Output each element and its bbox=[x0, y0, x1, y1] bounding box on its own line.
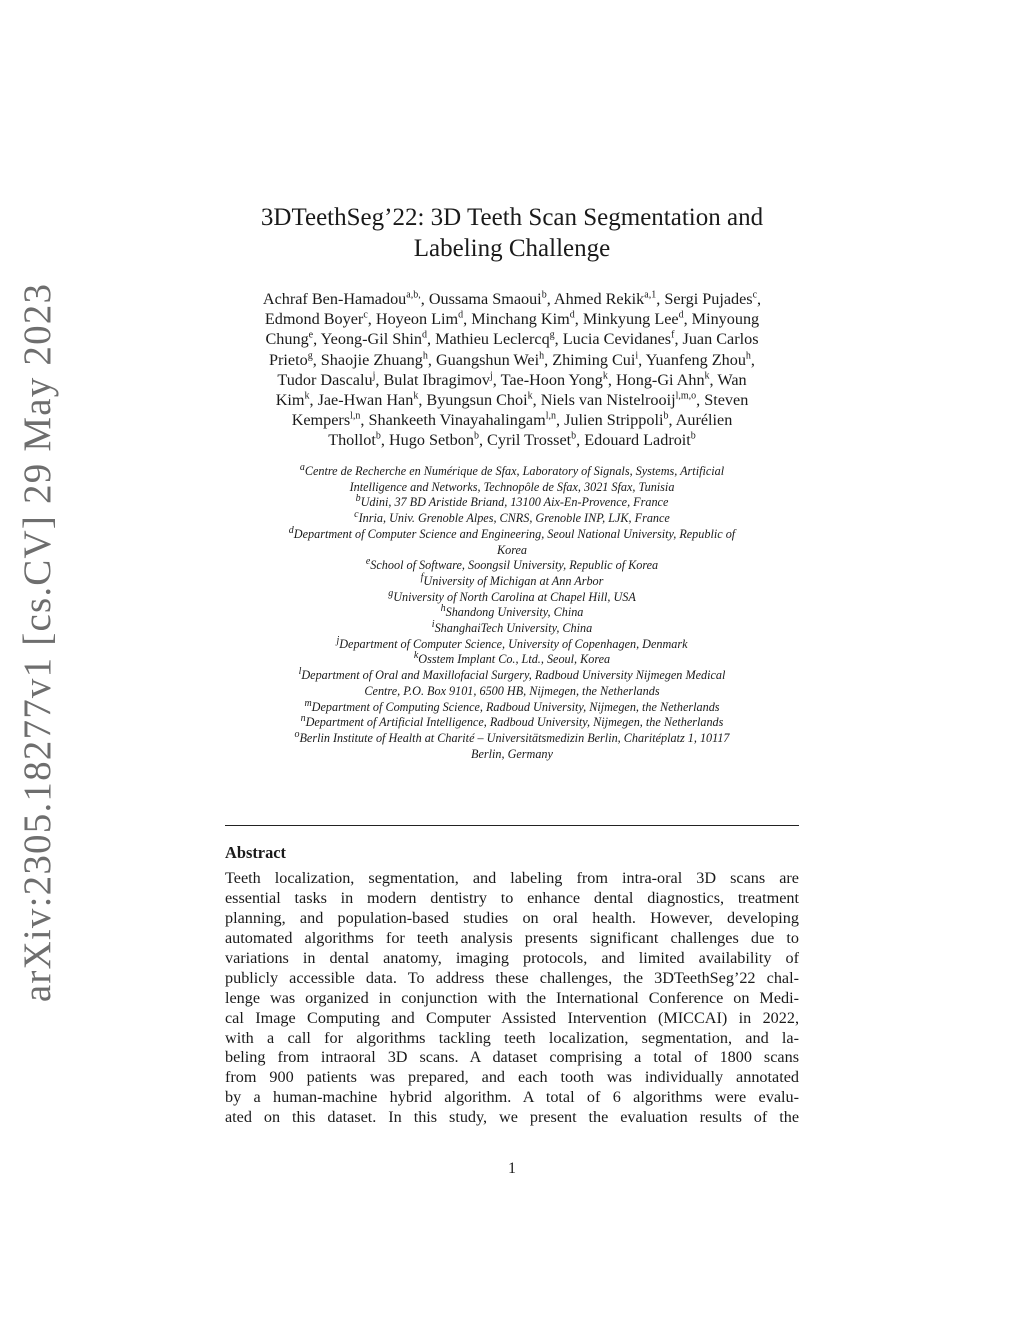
superscript-marker: h bbox=[440, 603, 446, 615]
superscript-marker: a,b, bbox=[406, 289, 421, 301]
author-line bbox=[225, 410, 799, 430]
superscript-marker: k bbox=[704, 370, 710, 382]
author-line bbox=[225, 430, 799, 450]
superscript-marker: d bbox=[569, 309, 575, 321]
abstract-line: from 900 patients was prepared, and each tooth was individually annotated bbox=[225, 1068, 799, 1087]
abstract-line: ated on this dataset. In this study, we present the evaluation results of the bbox=[225, 1108, 799, 1127]
text-segment: , Bulat Ibragimov bbox=[375, 370, 490, 389]
text-segment: , Byungsun Choi bbox=[418, 391, 528, 410]
text-segment: Thollot bbox=[328, 431, 376, 450]
text-segment: Udini, 37 BD Aristide Briand, 13100 Aix-En-Provence, France bbox=[360, 495, 669, 510]
text-segment: , Yuanfeng Zhou bbox=[638, 350, 746, 369]
text-segment: , Ahmed Rekik bbox=[546, 290, 645, 308]
abstract-line: essential tasks in modern dentistry to enhance dental diagnostics, treatment bbox=[225, 888, 799, 907]
affiliation-line bbox=[225, 571, 799, 590]
superscript-marker: h bbox=[745, 350, 751, 362]
superscript-marker: c bbox=[752, 289, 758, 301]
affiliation-line bbox=[225, 558, 799, 574]
text-segment: Achraf Ben-Hamadou bbox=[262, 290, 407, 308]
superscript-marker: k bbox=[304, 390, 310, 402]
superscript-marker: l,n bbox=[545, 410, 556, 422]
text-segment: Department of Computer Science and Engineering, Seoul National University, Republic of bbox=[293, 526, 736, 541]
text-segment: , Julien Strippoli bbox=[555, 411, 664, 430]
text-segment: Centre, P.O. Box 9101, 6500 HB, Nijmegen, the Netherlands bbox=[364, 683, 660, 698]
text-segment: , Shankeeth Vinayahalingam bbox=[360, 411, 546, 430]
affiliation-line bbox=[225, 605, 799, 621]
superscript-marker: g bbox=[307, 350, 313, 362]
abstract-line: lenge was organized in conjunction with the International Conference on Medi- bbox=[225, 988, 799, 1007]
title-line: Labeling Challenge bbox=[413, 235, 611, 262]
superscript-marker: j bbox=[489, 370, 493, 382]
superscript-marker: e bbox=[308, 330, 314, 342]
superscript-marker: a,1 bbox=[644, 289, 657, 301]
superscript-marker: b bbox=[375, 431, 381, 443]
text-segment: , Guangshun Wei bbox=[427, 350, 540, 369]
text-segment: Shandong University, China bbox=[445, 605, 584, 620]
superscript-marker: o bbox=[294, 728, 300, 740]
abstract-line: planning, and population-based studies on oral health. However, developing bbox=[225, 908, 799, 927]
superscript-marker: k bbox=[413, 390, 419, 402]
superscript-marker: f bbox=[420, 571, 424, 583]
text-segment: , Juan Carlos bbox=[674, 330, 759, 349]
title-line: 3DTeethSeg’22: 3D Teeth Scan Segmentation and bbox=[260, 204, 764, 231]
abstract-text bbox=[225, 869, 799, 1128]
text-segment: University of Michigan at Ann Arbor bbox=[423, 573, 604, 588]
text-segment: School of Software, Soongsil University, Republic of Korea bbox=[370, 558, 659, 573]
abstract-line: automated algorithms for teeth analysis presents significant challenges due to bbox=[225, 928, 799, 947]
superscript-marker: c bbox=[354, 509, 359, 521]
text-segment: , Hoyeon Lim bbox=[367, 310, 459, 329]
text-segment: , Zhiming Cui bbox=[544, 350, 636, 369]
superscript-marker: k bbox=[602, 370, 608, 382]
text-segment: Department of Computing Science, Radboud University, Nijmegen, the Netherlands bbox=[311, 699, 720, 714]
affiliation-line bbox=[225, 543, 799, 559]
abstract-line: with a call for algorithms tackling teeth localization, segmentation, and la- bbox=[225, 1028, 799, 1047]
abstract-line: cal Image Computing and Computer Assisted Intervention (MICCAI) in 2022, bbox=[225, 1008, 799, 1027]
affiliation-line bbox=[225, 495, 799, 511]
abstract-heading: Abstract bbox=[225, 843, 286, 862]
superscript-marker: d bbox=[421, 330, 427, 342]
text-segment: Kim bbox=[275, 391, 305, 410]
affiliation-list bbox=[225, 461, 799, 762]
superscript-marker: i bbox=[635, 350, 639, 362]
text-segment: , Tae-Hoon Yong bbox=[492, 370, 603, 389]
text-segment: Department of Computer Science, University of Copenhagen, Denmark bbox=[339, 636, 688, 651]
text-segment: , bbox=[757, 290, 762, 308]
text-segment: , Wan bbox=[709, 370, 747, 389]
affiliation-line bbox=[225, 668, 799, 684]
text-segment: , Aurélien bbox=[668, 411, 733, 430]
arxiv-identifier-stamp bbox=[8, 282, 68, 1002]
affiliation-line bbox=[225, 511, 799, 527]
text-segment: Berlin Institute of Health at Charité – Universitätsmedizin Berlin, Charitéplatz 1, 10117 bbox=[299, 730, 730, 745]
superscript-marker: m bbox=[304, 697, 312, 709]
text-segment: , Shaojie Zhuang bbox=[312, 350, 423, 369]
text-segment: Berlin, Germany bbox=[471, 746, 553, 761]
text-segment: Edmond Boyer bbox=[264, 310, 364, 329]
superscript-marker: g bbox=[388, 587, 394, 599]
affiliation-line bbox=[225, 697, 799, 716]
superscript-marker: g bbox=[549, 330, 555, 342]
superscript-marker: n bbox=[300, 713, 306, 725]
author-line bbox=[225, 309, 799, 329]
text-segment: Inria, Univ. Grenoble Alpes, CNRS, Grenoble INP, LJK, France bbox=[358, 511, 670, 526]
affiliation-line bbox=[225, 747, 799, 763]
affiliation-line bbox=[225, 618, 799, 637]
text-segment: , Mathieu Leclercq bbox=[426, 330, 550, 349]
affiliation-line bbox=[225, 728, 799, 747]
abstract-divider bbox=[225, 825, 799, 826]
page-number: 1 bbox=[508, 1160, 516, 1177]
superscript-marker: c bbox=[363, 309, 368, 321]
text-segment: , Yeong-Gil Shin bbox=[313, 330, 422, 349]
affiliation-line bbox=[225, 461, 799, 480]
text-segment: , Edouard Ladroit bbox=[576, 431, 691, 450]
text-segment: Korea bbox=[496, 542, 528, 557]
superscript-marker: a bbox=[299, 461, 305, 473]
affiliation-line bbox=[225, 652, 799, 668]
text-segment: Intelligence and Networks, Technopôle de Sfax, 3021 Sfax, Tunisia bbox=[349, 479, 675, 494]
superscript-marker: f bbox=[671, 330, 675, 342]
text-segment: , Jae-Hwan Han bbox=[309, 391, 414, 410]
arxiv-identifier-text: arXiv:2305.18277v1 [cs.CV] 29 May 2023 bbox=[16, 282, 60, 1002]
author-list bbox=[225, 289, 799, 451]
superscript-marker: j bbox=[372, 370, 376, 382]
superscript-marker: h bbox=[422, 350, 428, 362]
author-line bbox=[225, 289, 799, 309]
affiliation-line bbox=[225, 715, 799, 731]
author-line bbox=[225, 350, 799, 370]
superscript-marker: k bbox=[413, 650, 419, 662]
text-segment: , bbox=[750, 350, 755, 369]
text-segment: Osstem Implant Co., Ltd., Seoul, Korea bbox=[418, 652, 611, 667]
text-segment: , Minkyung Lee bbox=[574, 310, 679, 329]
superscript-marker: d bbox=[458, 309, 464, 321]
superscript-marker: b bbox=[663, 410, 669, 422]
author-line bbox=[225, 329, 799, 349]
text-segment: , Oussama Smaoui bbox=[420, 290, 542, 308]
text-segment: Chung bbox=[265, 330, 309, 349]
superscript-marker: j bbox=[336, 634, 340, 646]
text-segment: Department of Oral and Maxillofacial Surgery, Radboud University Nijmegen Medical bbox=[301, 668, 726, 683]
text-segment: , Sergi Pujades bbox=[656, 290, 753, 308]
text-segment: Department of Artificial Intelligence, Radboud University, Nijmegen, the Netherlands bbox=[305, 715, 724, 730]
affiliation-line bbox=[225, 480, 799, 496]
superscript-marker: b bbox=[571, 431, 577, 443]
text-segment: , Niels van Nistelrooij bbox=[532, 391, 676, 410]
superscript-marker: e bbox=[365, 556, 371, 568]
superscript-marker: i bbox=[431, 618, 435, 630]
abstract-line: variations in dental anatomy, imaging protocols, and limited availability of bbox=[225, 948, 799, 967]
superscript-marker: h bbox=[539, 350, 545, 362]
superscript-marker: d bbox=[288, 524, 294, 536]
affiliation-line bbox=[225, 524, 799, 543]
abstract-line: publicly accessible data. To address these challenges, the 3DTeethSeg’22 chal- bbox=[225, 968, 799, 987]
text-segment: , Steven bbox=[696, 391, 749, 410]
superscript-marker: b bbox=[355, 493, 361, 505]
author-line bbox=[225, 390, 799, 410]
superscript-marker: b bbox=[473, 431, 479, 443]
affiliation-line bbox=[225, 634, 799, 653]
affiliation-line bbox=[225, 587, 799, 606]
abstract-line: Teeth localization, segmentation, and labeling from intra-oral 3D scans are bbox=[225, 869, 799, 887]
text-segment: Prieto bbox=[269, 350, 308, 369]
paper-title bbox=[225, 202, 799, 264]
text-segment: , Cyril Trosset bbox=[478, 431, 572, 450]
text-segment: , Hong-Gi Ahn bbox=[607, 370, 705, 389]
abstract-line: by a human-machine hybrid algorithm. A total of 6 algorithms were evalu- bbox=[225, 1088, 799, 1107]
text-segment: , Minyoung bbox=[683, 310, 760, 329]
text-segment: ShanghaiTech University, China bbox=[434, 621, 593, 636]
superscript-marker: b bbox=[690, 431, 696, 443]
superscript-marker: l,n bbox=[350, 410, 361, 422]
text-segment: University of North Carolina at Chapel Hill, USA bbox=[393, 589, 636, 604]
superscript-marker: d bbox=[678, 309, 684, 321]
superscript-marker: b bbox=[541, 289, 547, 301]
text-segment: , Minchang Kim bbox=[463, 310, 570, 329]
superscript-marker: l,m,o bbox=[675, 390, 697, 402]
text-segment: Centre de Recherche en Numérique de Sfax, Laboratory of Signals, Systems, Artificial bbox=[304, 464, 725, 478]
text-segment: Kempers bbox=[291, 411, 351, 430]
superscript-marker: k bbox=[527, 390, 533, 402]
abstract-line: beling from intraoral 3D scans. A dataset comprising a total of 1800 scans bbox=[225, 1048, 799, 1067]
superscript-marker: l bbox=[298, 666, 302, 678]
author-line bbox=[225, 370, 799, 390]
text-segment: Tudor Dascalu bbox=[277, 370, 373, 389]
text-segment: , Hugo Setbon bbox=[380, 431, 474, 450]
text-segment: , Lucia Cevidanes bbox=[554, 330, 672, 349]
